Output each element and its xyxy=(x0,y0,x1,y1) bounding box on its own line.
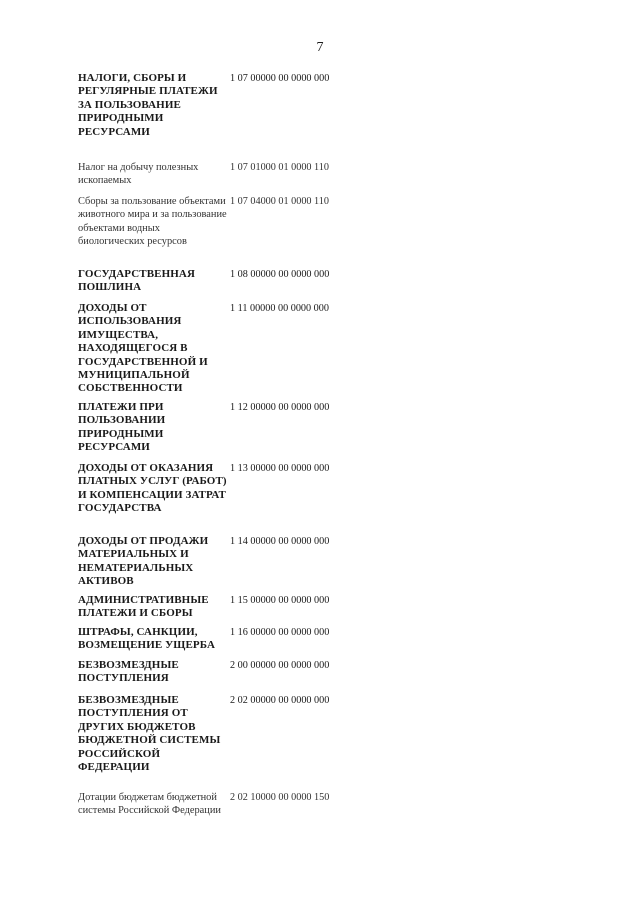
page-number: 7 xyxy=(316,40,324,55)
row-code: 1 08 00000 00 0000 000 xyxy=(230,269,330,280)
row-name: ГОСУДАРСТВЕННАЯ ПОШЛИНА xyxy=(78,268,195,294)
row-code: 1 13 00000 00 0000 000 xyxy=(230,463,330,474)
row-name: НАЛОГИ, СБОРЫ И РЕГУЛЯРНЫЕ ПЛАТЕЖИ ЗА ПОЛЬЗОВАНИЕ ПРИРОДНЫМИ РЕСУРСАМИ xyxy=(78,72,218,138)
row-name: ДОХОДЫ ОТ ОКАЗАНИЯ ПЛАТНЫХ УСЛУГ (РАБОТ) И КОМПЕНСАЦИИ ЗАТРАТ ГОСУДАРСТВА xyxy=(78,462,227,515)
row-code: 1 11 00000 00 0000 000 xyxy=(230,303,329,314)
row-name: ШТРАФЫ, САНКЦИИ, ВОЗМЕЩЕНИЕ УЩЕРБА xyxy=(78,626,216,652)
row-name: Дотации бюджетам бюджетной системы Российской Федерации xyxy=(78,792,221,817)
row-code: 1 07 00000 00 0000 000 xyxy=(230,73,330,84)
row-code: 1 16 00000 00 0000 000 xyxy=(230,627,330,638)
row-name: АДМИНИСТРАТИВНЫЕ ПЛАТЕЖИ И СБОРЫ xyxy=(78,594,209,620)
row-code: 1 07 01000 01 0000 110 xyxy=(230,162,329,173)
row-name: Налог на добычу полезных ископаемых xyxy=(78,162,199,187)
row-code: 1 12 00000 00 0000 000 xyxy=(230,402,330,413)
row-name: БЕЗВОЗМЕЗДНЫЕ ПОСТУПЛЕНИЯ xyxy=(78,659,179,685)
row-code: 1 15 00000 00 0000 000 xyxy=(230,595,330,606)
row-code: 1 14 00000 00 0000 000 xyxy=(230,536,330,547)
row-name: ПЛАТЕЖИ ПРИ ПОЛЬЗОВАНИИ ПРИРОДНЫМИ РЕСУРСАМИ xyxy=(78,401,166,454)
row-code: 2 02 00000 00 0000 000 xyxy=(230,695,330,706)
row-code: 2 02 10000 00 0000 150 xyxy=(230,792,330,803)
row-name: Сборы за пользование объектами животного мира и за пользование объектами водных биологических ресурсов xyxy=(78,196,227,248)
row-name: БЕЗВОЗМЕЗДНЫЕ ПОСТУПЛЕНИЯ ОТ ДРУГИХ БЮДЖЕТОВ БЮДЖЕТНОЙ СИСТЕМЫ РОССИЙСКОЙ ФЕДЕРАЦИИ xyxy=(78,694,221,774)
row-code: 1 07 04000 01 0000 110 xyxy=(230,196,329,207)
row-name: ДОХОДЫ ОТ ПРОДАЖИ МАТЕРИАЛЬНЫХ И НЕМАТЕРИАЛЬНЫХ АКТИВОВ xyxy=(78,535,209,588)
row-name: ДОХОДЫ ОТ ИСПОЛЬЗОВАНИЯ ИМУЩЕСТВА, НАХОДЯЩЕГОСЯ В ГОСУДАРСТВЕННОЙ И МУНИЦИПАЛЬНОЙ СОБСТВЕННОСТИ xyxy=(78,302,208,395)
row-code: 2 00 00000 00 0000 000 xyxy=(230,660,330,671)
